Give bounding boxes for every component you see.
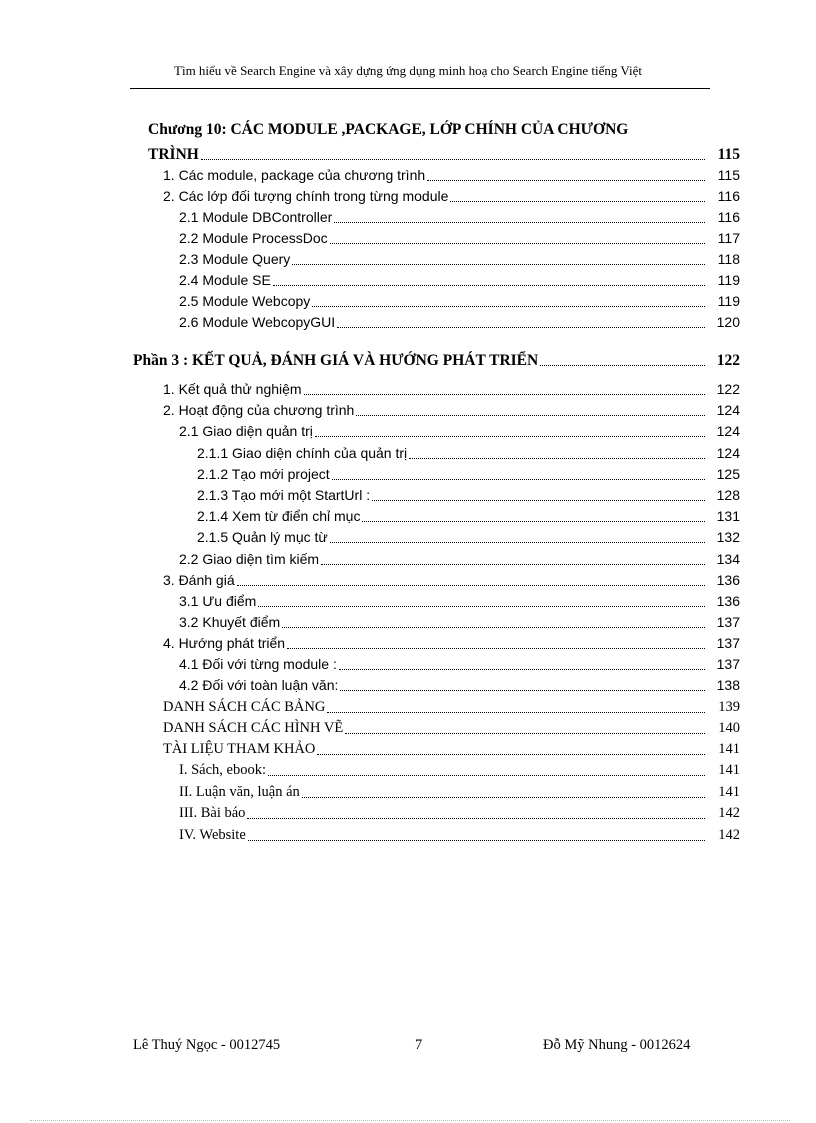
toc-label: TÀI LIỆU THAM KHẢO	[163, 741, 316, 757]
toc-entry	[179, 611, 740, 631]
toc-entry	[179, 824, 740, 844]
toc-page: 116	[717, 188, 740, 204]
toc-entry	[197, 484, 740, 504]
toc-label: 1. Các module, package của chương trình	[163, 167, 426, 183]
leader-dots	[201, 158, 705, 160]
chapter-10-title: Chương 10: CÁC MODULE ,PACKAGE, LỚP CHÍNH CỦA CHƯƠNG	[148, 121, 629, 138]
toc-page: 140	[718, 720, 740, 736]
toc-label: Phần 3 : KẾT QUẢ, ĐÁNH GIÁ VÀ HƯỚNG PHÁT TRIỂN	[133, 352, 539, 369]
leader-dots	[287, 647, 705, 649]
page-header: Tìm hiểu về Search Engine và xây dựng ứng dụng minh hoạ cho Search Engine tiếng Việt	[174, 63, 642, 78]
toc-entry	[197, 442, 740, 462]
leader-dots	[334, 221, 705, 223]
toc-page: 139	[718, 699, 740, 715]
leader-dots	[409, 457, 705, 459]
toc-entry	[197, 463, 740, 483]
toc-page: 115	[717, 167, 740, 183]
toc-entry	[179, 802, 740, 822]
toc-page: 136	[716, 572, 740, 588]
toc-entry	[163, 717, 740, 737]
toc-entry	[179, 548, 740, 568]
toc-page: 122	[716, 381, 740, 397]
leader-dots	[362, 520, 705, 522]
toc-label: 2.1.5 Quản lý mục từ	[197, 529, 328, 545]
toc-entry	[163, 632, 740, 652]
toc-entry	[163, 185, 740, 205]
leader-dots	[248, 839, 705, 841]
toc-entry	[179, 248, 740, 268]
toc-part-entry	[133, 349, 740, 369]
toc-page: 117	[717, 230, 740, 246]
toc-label: I. Sách, ebook:	[179, 762, 266, 778]
toc-label: 2. Các lớp đối tượng chính trong từng module	[163, 188, 449, 204]
toc-label: III. Bài báo	[179, 805, 246, 821]
toc-label: 2.2 Giao diện tìm kiếm	[179, 551, 320, 567]
toc-entry	[179, 227, 740, 247]
leader-dots	[247, 817, 705, 819]
toc-entry	[179, 290, 740, 310]
toc-entry	[179, 674, 740, 694]
toc-page: 124	[716, 423, 740, 439]
page-bottom-rule	[30, 1120, 790, 1121]
leader-dots	[292, 263, 705, 265]
toc-label: 4.2 Đối với toàn luận văn:	[179, 677, 339, 693]
toc-label: 2. Hoạt động của chương trình	[163, 402, 355, 418]
toc-label: DANH SÁCH CÁC HÌNH VẼ	[163, 720, 344, 736]
toc-label: 3.1 Ưu điểm	[179, 593, 257, 609]
toc-entry	[163, 378, 740, 398]
toc-page: 142	[718, 827, 740, 843]
toc-entry	[163, 164, 740, 184]
footer-author-right: Đỗ Mỹ Nhung - 0012624	[543, 1037, 691, 1053]
toc-label: 3. Đánh giá	[163, 572, 235, 588]
leader-dots	[339, 668, 705, 670]
leader-dots	[450, 200, 705, 202]
toc-page: 136	[716, 593, 740, 609]
toc-label: 4. Hướng phát triển	[163, 635, 286, 651]
toc-entry	[179, 653, 740, 673]
toc-label: 2.1.1 Giao diện chính của quản trị	[197, 445, 408, 461]
toc-page: 137	[716, 656, 740, 672]
leader-dots	[321, 563, 705, 565]
leader-dots	[345, 732, 705, 734]
toc-entry	[179, 781, 740, 801]
chapter-10-title-cont	[148, 143, 740, 163]
header-rule	[130, 88, 710, 89]
toc-page: 125	[716, 466, 740, 482]
toc-page: 134	[716, 551, 740, 567]
toc-label: 2.1 Module DBController	[179, 209, 333, 225]
toc-entry	[197, 526, 740, 546]
leader-dots	[327, 711, 705, 713]
toc-page: 119	[717, 272, 740, 288]
toc-entry	[163, 399, 740, 419]
toc-label: 2.1.4 Xem từ điển chỉ mục	[197, 508, 361, 524]
toc-page: 124	[716, 402, 740, 418]
leader-dots	[337, 326, 705, 328]
toc-page: 138	[716, 677, 740, 693]
toc-label: 2.6 Module WebcopyGUI	[179, 314, 336, 330]
toc-label: 2.1.2 Tạo mới project	[197, 466, 330, 482]
toc-page: 142	[718, 805, 740, 821]
footer-author-left: Lê Thuý Ngọc - 0012745	[133, 1037, 281, 1053]
toc-label: 3.2 Khuyết điểm	[179, 614, 281, 630]
toc-page: 128	[716, 487, 740, 503]
toc-entry	[179, 759, 740, 779]
leader-dots	[312, 305, 705, 307]
toc-entry	[197, 505, 740, 525]
leader-dots	[304, 393, 705, 395]
leader-dots	[340, 689, 705, 691]
toc-label: 2.3 Module Query	[179, 251, 291, 267]
leader-dots	[317, 753, 705, 755]
leader-dots	[282, 626, 705, 628]
toc-page: 119	[717, 293, 740, 309]
leader-dots	[273, 284, 705, 286]
leader-dots	[330, 242, 705, 244]
leader-dots	[237, 584, 705, 586]
toc-page: 131	[716, 508, 740, 524]
leader-dots	[258, 605, 705, 607]
toc-entry	[179, 269, 740, 289]
toc-label: II. Luận văn, luận án	[179, 784, 300, 800]
toc-page: 141	[718, 741, 740, 757]
leader-dots	[356, 414, 705, 416]
toc-entry	[163, 696, 740, 716]
toc-label: DANH SÁCH CÁC BẢNG	[163, 699, 326, 715]
toc-label: 2.2 Module ProcessDoc	[179, 230, 328, 246]
toc-label: 2.4 Module SE	[179, 272, 271, 288]
toc-entry	[179, 206, 740, 226]
toc-label: IV. Website	[179, 827, 246, 843]
leader-dots	[330, 541, 705, 543]
toc-page: 124	[716, 445, 740, 461]
toc-entry	[179, 590, 740, 610]
toc-label: 2.1.3 Tạo mới một StartUrl :	[197, 487, 371, 503]
toc-entry	[179, 420, 740, 440]
toc-page: 120	[716, 314, 740, 330]
toc-page: 141	[718, 784, 740, 800]
toc-label: 2.1 Giao diện quản trị	[179, 423, 313, 439]
toc-entry	[163, 738, 740, 758]
leader-dots	[315, 435, 705, 437]
toc-page: 122	[716, 352, 740, 369]
leader-dots	[268, 774, 705, 776]
leader-dots	[372, 499, 705, 501]
toc-page: 137	[716, 635, 740, 651]
leader-dots	[302, 796, 705, 798]
toc-entry	[179, 311, 740, 331]
toc-label: TRÌNH	[148, 146, 199, 163]
toc-page: 118	[717, 251, 740, 267]
toc-entry	[163, 569, 740, 589]
toc-page: 137	[716, 614, 740, 630]
leader-dots	[540, 364, 705, 366]
leader-dots	[427, 179, 705, 181]
toc-page: 141	[718, 762, 740, 778]
toc-label: 2.5 Module Webcopy	[179, 293, 311, 309]
toc-label: 1. Kết quả thử nghiệm	[163, 381, 302, 397]
toc-page: 116	[717, 209, 740, 225]
page-number: 7	[415, 1037, 423, 1053]
toc-label: 4.1 Đối với từng module :	[179, 656, 337, 672]
toc-page: 132	[716, 529, 740, 545]
toc-page: 115	[717, 146, 740, 163]
leader-dots	[332, 478, 705, 480]
